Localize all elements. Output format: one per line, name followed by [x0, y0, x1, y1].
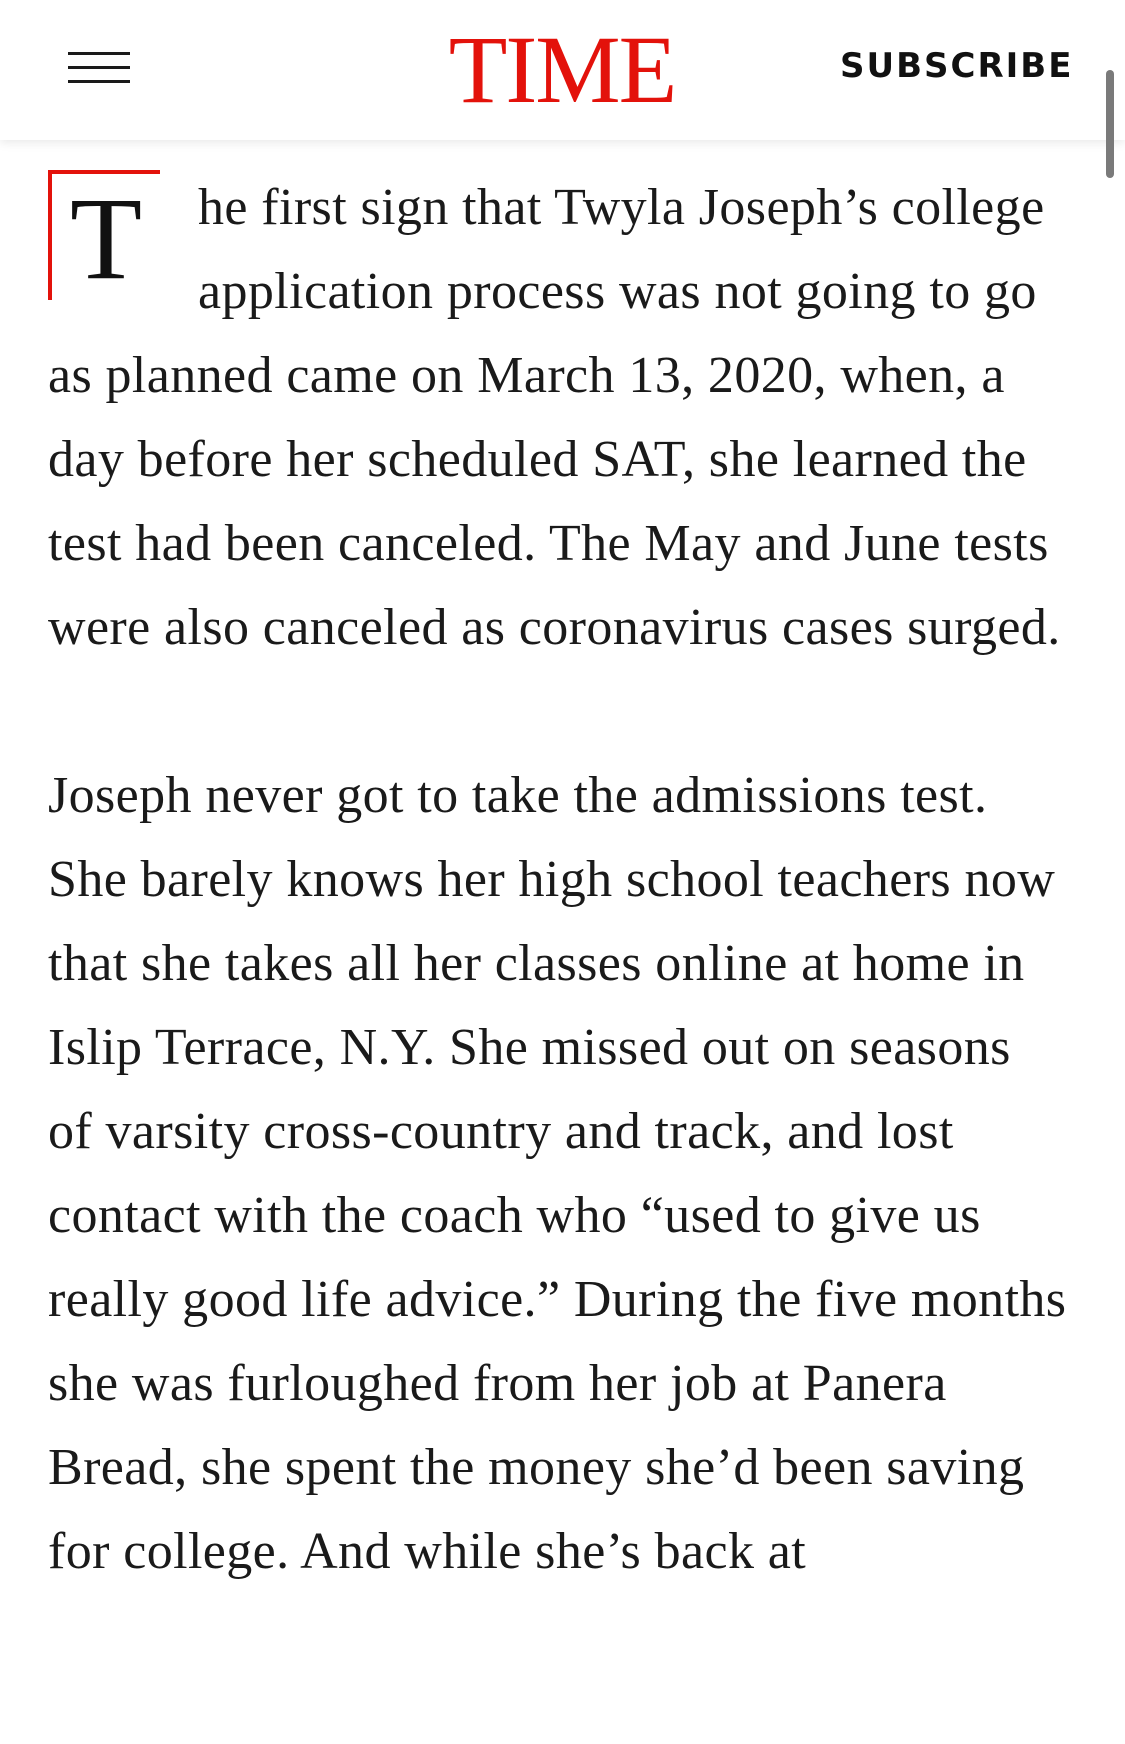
scrollbar-thumb[interactable] — [1106, 70, 1114, 178]
subscribe-button[interactable]: SUBSCRIBE — [840, 46, 1074, 86]
menu-line — [68, 52, 130, 55]
menu-line — [68, 66, 130, 69]
paragraph-text: he first sign that Twyla Joseph’s college application process was not going to go as planned came on March 13, 2020, when, a day before her scheduled SAT, she learned the test had been canceled. The May and June tests were also canceled as coronavirus cases surged. — [48, 179, 1061, 656]
drop-cap-frame — [48, 170, 160, 304]
hamburger-menu-icon[interactable] — [68, 48, 130, 86]
menu-line — [68, 80, 130, 83]
drop-cap: T — [70, 173, 143, 304]
article-body — [48, 166, 1068, 1594]
article-paragraph — [48, 166, 1068, 670]
top-navigation-bar — [0, 0, 1125, 140]
time-logo[interactable]: TIME — [448, 16, 676, 123]
article-paragraph: Joseph never got to take the admissions test. She barely knows her high school teachers now that she takes all her classes online at home in Islip Terrace, N.Y. She missed out on seasons of varsity cross-country and track, and lost contact with the coach who “used to give us really good life advice.” During the five months she was furloughed from her job at Panera Bread, she spent the money she’d been saving for college. And while she’s back at — [48, 767, 1067, 1580]
